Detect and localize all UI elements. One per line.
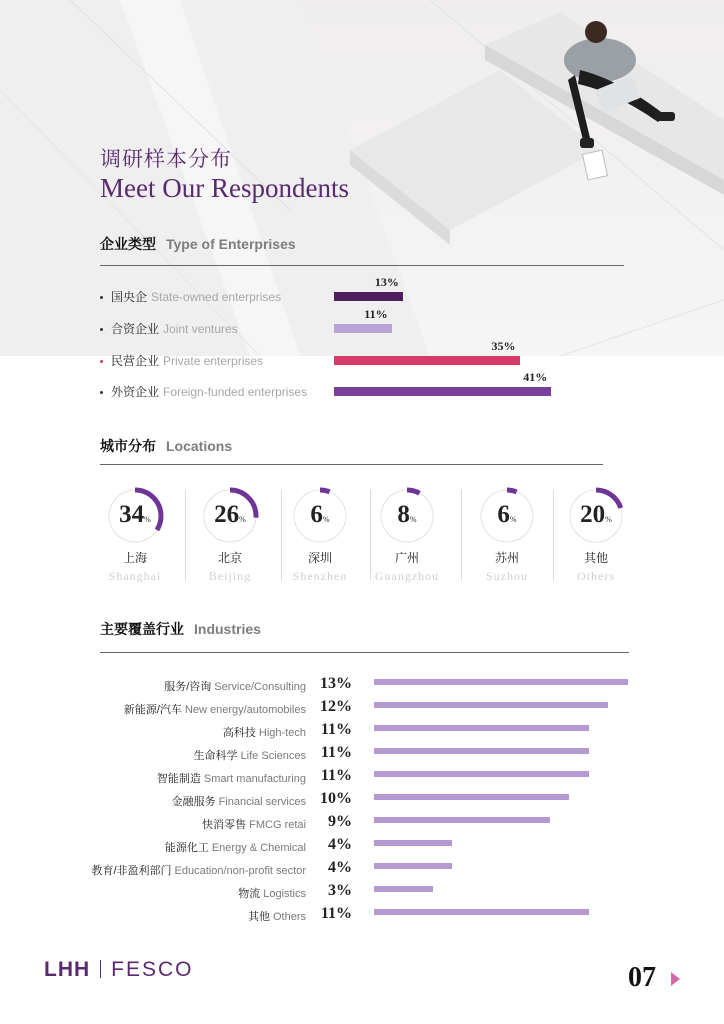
industry-en: FMCG retai xyxy=(249,819,306,831)
industries-heading-cn: 主要覆盖行业 xyxy=(100,621,184,637)
location-divider xyxy=(185,490,186,580)
enterprise-types-heading-cn: 企业类型 xyxy=(100,236,156,252)
location-card xyxy=(566,486,626,584)
industry-bar xyxy=(374,817,550,823)
enterprise-type-value: 11% xyxy=(364,307,388,321)
industry-label xyxy=(248,908,306,924)
industry-cn: 高科技 xyxy=(222,727,256,739)
enterprise-type-value: 41% xyxy=(523,370,548,384)
location-name-cn: 深圳 xyxy=(307,551,332,565)
location-value: 6 xyxy=(310,501,323,528)
industry-bar xyxy=(374,794,569,800)
industry-cn: 物流 xyxy=(238,888,261,900)
industry-value: 13% xyxy=(320,675,352,692)
industry-bar xyxy=(374,771,589,777)
industry-bar xyxy=(374,725,589,731)
location-value: 34 xyxy=(119,501,145,528)
location-card xyxy=(105,486,165,584)
location-divider xyxy=(370,490,371,580)
divider xyxy=(100,652,629,653)
industry-label xyxy=(194,747,306,763)
enterprise-type-cn: 民营企业 xyxy=(111,354,160,368)
industry-bar xyxy=(374,679,628,685)
industry-cn: 生命科学 xyxy=(193,750,238,762)
location-card xyxy=(477,486,537,584)
bullet-icon xyxy=(100,360,103,363)
enterprise-type-bar xyxy=(334,292,403,301)
location-percent xyxy=(105,486,165,546)
enterprise-type-value: 35% xyxy=(491,339,516,353)
location-name-cn: 广州 xyxy=(394,551,419,565)
bullet-icon xyxy=(100,328,103,331)
bullet-icon xyxy=(100,296,103,299)
industry-en: High-tech xyxy=(258,727,306,739)
industries-heading xyxy=(100,619,261,639)
location-percent xyxy=(477,486,537,546)
location-value: 26 xyxy=(214,501,240,528)
location-name-en: Guangzhou xyxy=(374,569,440,583)
location-name-cn: 其他 xyxy=(583,551,608,565)
location-card xyxy=(374,486,440,584)
divider xyxy=(100,265,624,266)
industry-label xyxy=(238,885,306,901)
location-name-cn: 苏州 xyxy=(494,551,519,565)
industry-value: 4% xyxy=(328,836,352,853)
location-value: 20 xyxy=(580,501,606,528)
location-name-cn: 北京 xyxy=(217,551,242,565)
page-number: 07 xyxy=(628,962,656,993)
industry-bar xyxy=(374,748,589,754)
industry-value: 11% xyxy=(320,721,352,738)
enterprise-type-cn: 国央企 xyxy=(111,290,148,304)
enterprise-type-en: Foreign-funded enterprises xyxy=(163,385,308,399)
location-name-en: Beijing xyxy=(208,569,252,583)
industry-value: 11% xyxy=(320,905,352,922)
percent-sign: % xyxy=(509,515,517,524)
industry-cn: 金融服务 xyxy=(171,796,216,808)
logo-lhh: LHH xyxy=(44,958,91,981)
location-divider xyxy=(461,490,462,580)
enterprise-type-label xyxy=(100,288,281,305)
location-percent xyxy=(290,486,350,546)
enterprise-type-cn: 合资企业 xyxy=(111,322,160,336)
industry-cn: 服务/咨询 xyxy=(164,681,212,693)
locations-heading-cn: 城市分布 xyxy=(100,438,156,454)
location-value: 6 xyxy=(497,501,510,528)
enterprise-type-bar xyxy=(334,387,551,396)
industry-label xyxy=(172,793,306,809)
industry-label xyxy=(164,678,306,694)
industry-bar xyxy=(374,863,452,869)
industry-label xyxy=(165,839,306,855)
location-ring xyxy=(105,486,165,546)
industry-label xyxy=(91,862,306,878)
industry-value: 4% xyxy=(328,859,352,876)
location-value: 8 xyxy=(397,501,410,528)
locations-heading xyxy=(100,436,232,456)
percent-sign: % xyxy=(239,515,246,524)
industry-en: Service/Consulting xyxy=(214,681,306,693)
location-ring xyxy=(566,486,626,546)
industry-cn: 智能制造 xyxy=(156,773,201,785)
enterprise-type-en: State-owned enterprises xyxy=(151,290,282,304)
industry-value: 12% xyxy=(320,698,352,715)
locations-heading-en: Locations xyxy=(166,438,233,454)
industry-en: Education/non-profit sector xyxy=(174,865,306,877)
industry-en: Others xyxy=(272,911,306,923)
location-card xyxy=(200,486,260,584)
bullet-icon xyxy=(100,391,103,394)
percent-sign: % xyxy=(409,515,417,524)
enterprise-type-label xyxy=(100,383,307,400)
industry-en: New energy/automobiles xyxy=(184,704,306,716)
industry-label xyxy=(223,724,306,740)
brand-logo xyxy=(44,958,194,982)
location-card xyxy=(290,486,350,584)
industry-value: 11% xyxy=(320,767,352,784)
enterprise-types-heading-en: Type of Enterprises xyxy=(166,236,296,252)
location-percent xyxy=(377,486,437,546)
divider xyxy=(100,464,603,465)
industry-en: Financial services xyxy=(218,796,306,808)
percent-sign: % xyxy=(144,515,151,524)
industries-heading-en: Industries xyxy=(194,621,261,637)
industry-value: 9% xyxy=(328,813,352,830)
location-percent xyxy=(566,486,626,546)
location-percent xyxy=(200,486,260,546)
enterprise-types-heading xyxy=(100,234,296,254)
industry-cn: 能源化工 xyxy=(164,842,209,854)
percent-sign: % xyxy=(322,515,330,524)
industry-bar xyxy=(374,702,608,708)
enterprise-type-bar xyxy=(334,356,520,365)
location-ring xyxy=(200,486,260,546)
industry-label xyxy=(124,701,306,717)
location-ring xyxy=(290,486,350,546)
next-page-arrow-icon xyxy=(671,972,680,986)
industry-cn: 新能源/汽车 xyxy=(123,704,182,716)
page-title-en: Meet Our Respondents xyxy=(100,173,349,203)
location-ring xyxy=(377,486,437,546)
industry-en: Life Sciences xyxy=(240,750,306,762)
industry-cn: 快消零售 xyxy=(202,819,247,831)
enterprise-type-label xyxy=(100,352,263,369)
enterprise-type-en: Private enterprises xyxy=(163,354,264,368)
enterprise-type-label xyxy=(100,320,238,337)
enterprise-type-cn: 外资企业 xyxy=(111,385,160,399)
enterprise-type-en: Joint ventures xyxy=(163,322,238,336)
industry-value: 10% xyxy=(320,790,352,807)
industry-label xyxy=(202,816,306,832)
industry-cn: 教育/非盈利部门 xyxy=(91,865,172,877)
industry-label xyxy=(157,770,306,786)
industry-cn: 其他 xyxy=(247,911,270,923)
industry-value: 3% xyxy=(328,882,352,899)
enterprise-type-value: 13% xyxy=(374,275,399,289)
location-name-cn: 上海 xyxy=(122,551,147,565)
page-title-cn: 调研样本分布 xyxy=(100,147,232,171)
location-name-en: Others xyxy=(577,569,615,583)
percent-sign: % xyxy=(605,515,612,524)
location-name-en: Suzhou xyxy=(486,569,528,583)
industry-bar xyxy=(374,886,433,892)
location-divider xyxy=(281,490,282,580)
enterprise-type-bar xyxy=(334,324,392,333)
location-name-en: Shenzhen xyxy=(292,569,348,583)
industry-bar xyxy=(374,840,452,846)
industry-en: Logistics xyxy=(263,888,306,900)
industry-value: 11% xyxy=(320,744,352,761)
industry-bar xyxy=(374,909,589,915)
logo-fesco: FESCO xyxy=(111,958,194,981)
industry-en: Energy & Chemical xyxy=(211,842,306,854)
logo-divider xyxy=(100,960,101,978)
location-name-en: Shanghai xyxy=(108,569,162,583)
location-divider xyxy=(553,490,554,580)
location-ring xyxy=(477,486,537,546)
industry-en: Smart manufacturing xyxy=(203,773,306,785)
